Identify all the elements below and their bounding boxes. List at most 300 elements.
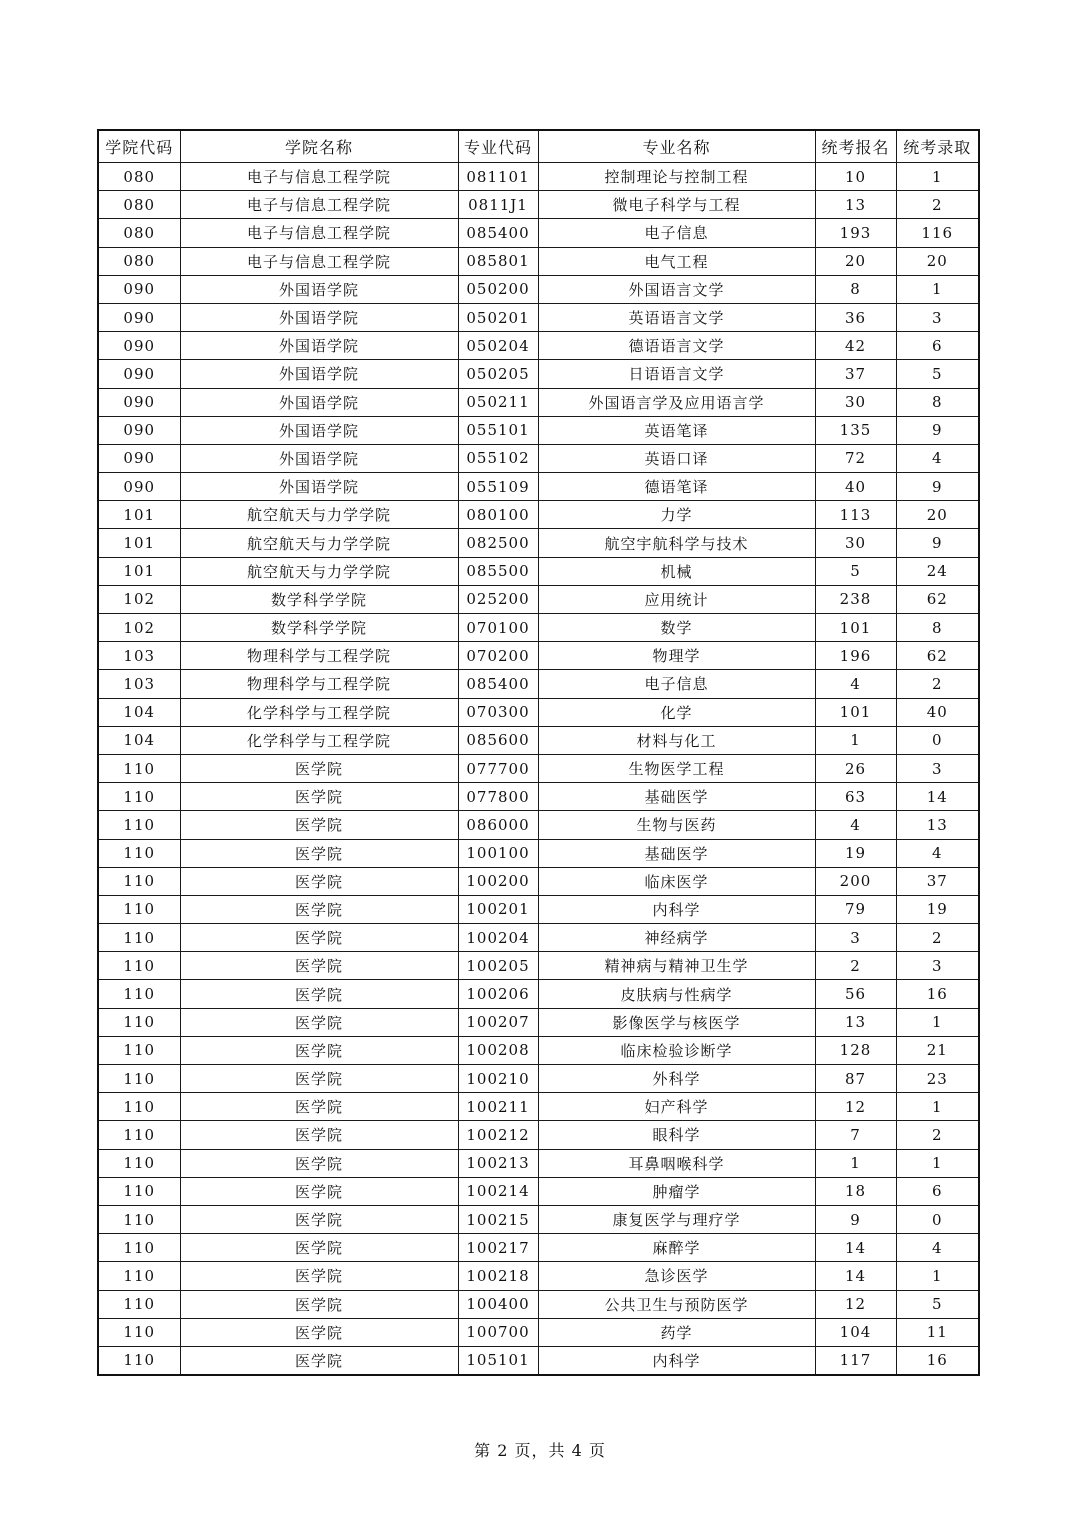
major-code-cell: 100208 <box>458 1036 538 1064</box>
major-name-cell: 内科学 <box>538 895 815 923</box>
major-name-cell: 眼科学 <box>538 1121 815 1149</box>
applicants-cell: 14 <box>815 1234 896 1262</box>
college-name-cell: 外国语学院 <box>180 275 458 303</box>
college-name-cell: 医学院 <box>180 1290 458 1318</box>
applicants-cell: 14 <box>815 1262 896 1290</box>
college-code-cell: 090 <box>98 275 180 303</box>
college-code-cell: 110 <box>98 1036 180 1064</box>
applicants-cell: 5 <box>815 557 896 585</box>
major-code-cell: 100205 <box>458 952 538 980</box>
admitted-cell: 3 <box>896 952 979 980</box>
major-code-cell: 100100 <box>458 839 538 867</box>
admitted-cell: 5 <box>896 360 979 388</box>
college-name-cell: 医学院 <box>180 811 458 839</box>
admitted-cell: 3 <box>896 754 979 782</box>
major-name-cell: 影像医学与核医学 <box>538 1008 815 1036</box>
table-row <box>98 247 979 275</box>
college-code-cell: 090 <box>98 444 180 472</box>
college-code-cell: 110 <box>98 1121 180 1149</box>
college-code-cell: 080 <box>98 163 180 191</box>
college-name-cell: 医学院 <box>180 1205 458 1233</box>
major-name-cell: 精神病与精神卫生学 <box>538 952 815 980</box>
major-name-cell: 德语笔译 <box>538 473 815 501</box>
major-name-cell: 电气工程 <box>538 247 815 275</box>
college-name-cell: 医学院 <box>180 1149 458 1177</box>
table-row <box>98 360 979 388</box>
major-code-cell: 050200 <box>458 275 538 303</box>
admitted-cell: 23 <box>896 1065 979 1093</box>
college-name-cell: 外国语学院 <box>180 444 458 472</box>
header-major-name: 专业名称 <box>538 130 815 163</box>
college-name-cell: 医学院 <box>180 924 458 952</box>
college-name-cell: 外国语学院 <box>180 416 458 444</box>
major-name-cell: 基础医学 <box>538 783 815 811</box>
admitted-cell: 24 <box>896 557 979 585</box>
college-code-cell: 110 <box>98 980 180 1008</box>
header-major-code: 专业代码 <box>458 130 538 163</box>
table-row <box>98 275 979 303</box>
major-name-cell: 物理学 <box>538 642 815 670</box>
applicants-cell: 72 <box>815 444 896 472</box>
table-row <box>98 557 979 585</box>
college-name-cell: 医学院 <box>180 1093 458 1121</box>
table-row <box>98 529 979 557</box>
major-name-cell: 外科学 <box>538 1065 815 1093</box>
applicants-cell: 4 <box>815 670 896 698</box>
college-code-cell: 110 <box>98 754 180 782</box>
major-name-cell: 公共卫生与预防医学 <box>538 1290 815 1318</box>
major-code-cell: 070100 <box>458 614 538 642</box>
admitted-cell: 37 <box>896 867 979 895</box>
table-row <box>98 416 979 444</box>
major-code-cell: 100213 <box>458 1149 538 1177</box>
page-number: 第 2 页，共 4 页 <box>474 1441 606 1460</box>
applicants-cell: 12 <box>815 1290 896 1318</box>
major-name-cell: 临床检验诊断学 <box>538 1036 815 1064</box>
admitted-cell: 1 <box>896 1008 979 1036</box>
college-code-cell: 110 <box>98 1205 180 1233</box>
admitted-cell: 3 <box>896 303 979 331</box>
college-name-cell: 外国语学院 <box>180 303 458 331</box>
college-code-cell: 110 <box>98 1149 180 1177</box>
major-code-cell: 070200 <box>458 642 538 670</box>
admitted-cell: 2 <box>896 1121 979 1149</box>
major-code-cell: 085400 <box>458 219 538 247</box>
table-body <box>98 163 979 1376</box>
applicants-cell: 13 <box>815 191 896 219</box>
college-code-cell: 090 <box>98 416 180 444</box>
applicants-cell: 18 <box>815 1177 896 1205</box>
college-code-cell: 110 <box>98 1177 180 1205</box>
college-name-cell: 化学科学与工程学院 <box>180 698 458 726</box>
admitted-cell: 4 <box>896 839 979 867</box>
applicants-cell: 117 <box>815 1346 896 1375</box>
college-code-cell: 101 <box>98 529 180 557</box>
header-row <box>98 130 979 163</box>
major-code-cell: 055101 <box>458 416 538 444</box>
table-row <box>98 1008 979 1036</box>
table-row <box>98 1290 979 1318</box>
admitted-cell: 19 <box>896 895 979 923</box>
admitted-cell: 116 <box>896 219 979 247</box>
major-code-cell: 100200 <box>458 867 538 895</box>
applicants-cell: 87 <box>815 1065 896 1093</box>
major-code-cell: 050211 <box>458 388 538 416</box>
admitted-cell: 1 <box>896 275 979 303</box>
major-code-cell: 100218 <box>458 1262 538 1290</box>
college-name-cell: 医学院 <box>180 1177 458 1205</box>
college-code-cell: 110 <box>98 1008 180 1036</box>
major-name-cell: 基础医学 <box>538 839 815 867</box>
table-row <box>98 219 979 247</box>
college-name-cell: 医学院 <box>180 1262 458 1290</box>
college-code-cell: 110 <box>98 1234 180 1262</box>
college-code-cell: 104 <box>98 726 180 754</box>
college-code-cell: 110 <box>98 811 180 839</box>
table-row <box>98 642 979 670</box>
table-row <box>98 754 979 782</box>
applicants-cell: 56 <box>815 980 896 1008</box>
major-name-cell: 肿瘤学 <box>538 1177 815 1205</box>
applicants-cell: 238 <box>815 585 896 613</box>
major-code-cell: 100400 <box>458 1290 538 1318</box>
college-name-cell: 医学院 <box>180 783 458 811</box>
table-row <box>98 191 979 219</box>
major-code-cell: 100211 <box>458 1093 538 1121</box>
header-college-name: 学院名称 <box>180 130 458 163</box>
college-name-cell: 电子与信息工程学院 <box>180 219 458 247</box>
admitted-cell: 0 <box>896 1205 979 1233</box>
major-name-cell: 德语语言文学 <box>538 332 815 360</box>
applicants-cell: 135 <box>815 416 896 444</box>
applicants-cell: 20 <box>815 247 896 275</box>
table-row <box>98 1093 979 1121</box>
major-code-cell: 085801 <box>458 247 538 275</box>
admissions-table-container <box>97 129 978 1376</box>
college-code-cell: 110 <box>98 783 180 811</box>
admitted-cell: 4 <box>896 444 979 472</box>
applicants-cell: 26 <box>815 754 896 782</box>
college-code-cell: 110 <box>98 895 180 923</box>
major-name-cell: 康复医学与理疗学 <box>538 1205 815 1233</box>
college-code-cell: 110 <box>98 1346 180 1375</box>
college-code-cell: 110 <box>98 839 180 867</box>
major-name-cell: 麻醉学 <box>538 1234 815 1262</box>
applicants-cell: 101 <box>815 614 896 642</box>
college-code-cell: 102 <box>98 614 180 642</box>
applicants-cell: 196 <box>815 642 896 670</box>
college-code-cell: 090 <box>98 388 180 416</box>
admitted-cell: 16 <box>896 1346 979 1375</box>
major-code-cell: 085400 <box>458 670 538 698</box>
applicants-cell: 79 <box>815 895 896 923</box>
table-row <box>98 811 979 839</box>
college-name-cell: 医学院 <box>180 952 458 980</box>
college-name-cell: 医学院 <box>180 980 458 1008</box>
header-exam-admitted: 统考录取 <box>896 130 979 163</box>
admitted-cell: 6 <box>896 332 979 360</box>
admitted-cell: 1 <box>896 1093 979 1121</box>
major-name-cell: 神经病学 <box>538 924 815 952</box>
major-code-cell: 055109 <box>458 473 538 501</box>
college-name-cell: 航空航天与力学学院 <box>180 501 458 529</box>
major-code-cell: 100214 <box>458 1177 538 1205</box>
major-name-cell: 英语口译 <box>538 444 815 472</box>
major-code-cell: 070300 <box>458 698 538 726</box>
admissions-table <box>97 129 980 1376</box>
major-code-cell: 100201 <box>458 895 538 923</box>
major-code-cell: 100700 <box>458 1318 538 1346</box>
applicants-cell: 63 <box>815 783 896 811</box>
major-name-cell: 日语语言文学 <box>538 360 815 388</box>
admitted-cell: 13 <box>896 811 979 839</box>
college-name-cell: 航空航天与力学学院 <box>180 529 458 557</box>
college-code-cell: 104 <box>98 698 180 726</box>
major-code-cell: 100204 <box>458 924 538 952</box>
college-code-cell: 110 <box>98 1093 180 1121</box>
major-code-cell: 100217 <box>458 1234 538 1262</box>
major-code-cell: 080100 <box>458 501 538 529</box>
college-code-cell: 110 <box>98 924 180 952</box>
admitted-cell: 2 <box>896 924 979 952</box>
admitted-cell: 62 <box>896 642 979 670</box>
major-name-cell: 耳鼻咽喉科学 <box>538 1149 815 1177</box>
college-name-cell: 医学院 <box>180 754 458 782</box>
table-row <box>98 501 979 529</box>
admitted-cell: 62 <box>896 585 979 613</box>
major-code-cell: 0811J1 <box>458 191 538 219</box>
table-row <box>98 163 979 191</box>
table-row <box>98 614 979 642</box>
college-code-cell: 110 <box>98 867 180 895</box>
admitted-cell: 9 <box>896 529 979 557</box>
college-code-cell: 102 <box>98 585 180 613</box>
college-code-cell: 101 <box>98 557 180 585</box>
table-row <box>98 952 979 980</box>
table-row <box>98 726 979 754</box>
major-code-cell: 100210 <box>458 1065 538 1093</box>
header-exam-applicants: 统考报名 <box>815 130 896 163</box>
admitted-cell: 11 <box>896 1318 979 1346</box>
major-code-cell: 050201 <box>458 303 538 331</box>
major-name-cell: 应用统计 <box>538 585 815 613</box>
admitted-cell: 8 <box>896 388 979 416</box>
table-header <box>98 130 979 163</box>
college-code-cell: 110 <box>98 952 180 980</box>
major-name-cell: 电子信息 <box>538 670 815 698</box>
college-code-cell: 110 <box>98 1290 180 1318</box>
applicants-cell: 193 <box>815 219 896 247</box>
table-row <box>98 1234 979 1262</box>
college-name-cell: 医学院 <box>180 1121 458 1149</box>
applicants-cell: 36 <box>815 303 896 331</box>
major-name-cell: 临床医学 <box>538 867 815 895</box>
major-code-cell: 085500 <box>458 557 538 585</box>
applicants-cell: 9 <box>815 1205 896 1233</box>
admitted-cell: 20 <box>896 501 979 529</box>
college-name-cell: 医学院 <box>180 1234 458 1262</box>
applicants-cell: 40 <box>815 473 896 501</box>
applicants-cell: 10 <box>815 163 896 191</box>
admitted-cell: 40 <box>896 698 979 726</box>
admitted-cell: 14 <box>896 783 979 811</box>
admitted-cell: 1 <box>896 163 979 191</box>
major-name-cell: 药学 <box>538 1318 815 1346</box>
major-name-cell: 化学 <box>538 698 815 726</box>
major-name-cell: 内科学 <box>538 1346 815 1375</box>
table-row <box>98 1318 979 1346</box>
college-code-cell: 110 <box>98 1262 180 1290</box>
college-code-cell: 090 <box>98 303 180 331</box>
major-code-cell: 100206 <box>458 980 538 1008</box>
major-name-cell: 外国语言文学 <box>538 275 815 303</box>
major-code-cell: 100207 <box>458 1008 538 1036</box>
major-name-cell: 外国语言学及应用语言学 <box>538 388 815 416</box>
major-name-cell: 控制理论与控制工程 <box>538 163 815 191</box>
table-row <box>98 980 979 1008</box>
college-name-cell: 外国语学院 <box>180 473 458 501</box>
applicants-cell: 1 <box>815 1149 896 1177</box>
major-code-cell: 081101 <box>458 163 538 191</box>
applicants-cell: 37 <box>815 360 896 388</box>
major-code-cell: 077800 <box>458 783 538 811</box>
table-row <box>98 388 979 416</box>
major-code-cell: 050204 <box>458 332 538 360</box>
table-row <box>98 1262 979 1290</box>
college-name-cell: 医学院 <box>180 895 458 923</box>
admitted-cell: 4 <box>896 1234 979 1262</box>
major-code-cell: 050205 <box>458 360 538 388</box>
table-row <box>98 332 979 360</box>
table-row <box>98 670 979 698</box>
college-name-cell: 外国语学院 <box>180 388 458 416</box>
major-code-cell: 086000 <box>458 811 538 839</box>
applicants-cell: 30 <box>815 388 896 416</box>
major-name-cell: 材料与化工 <box>538 726 815 754</box>
applicants-cell: 30 <box>815 529 896 557</box>
table-row <box>98 1036 979 1064</box>
table-row <box>98 1121 979 1149</box>
college-name-cell: 外国语学院 <box>180 332 458 360</box>
admitted-cell: 5 <box>896 1290 979 1318</box>
college-code-cell: 110 <box>98 1318 180 1346</box>
college-name-cell: 物理科学与工程学院 <box>180 670 458 698</box>
major-code-cell: 055102 <box>458 444 538 472</box>
admitted-cell: 0 <box>896 726 979 754</box>
applicants-cell: 104 <box>815 1318 896 1346</box>
applicants-cell: 2 <box>815 952 896 980</box>
college-code-cell: 103 <box>98 642 180 670</box>
college-name-cell: 数学科学学院 <box>180 614 458 642</box>
applicants-cell: 101 <box>815 698 896 726</box>
major-name-cell: 英语笔译 <box>538 416 815 444</box>
admitted-cell: 6 <box>896 1177 979 1205</box>
college-code-cell: 090 <box>98 360 180 388</box>
major-code-cell: 077700 <box>458 754 538 782</box>
table-row <box>98 698 979 726</box>
table-row <box>98 1205 979 1233</box>
college-code-cell: 080 <box>98 191 180 219</box>
applicants-cell: 4 <box>815 811 896 839</box>
table-row <box>98 783 979 811</box>
admitted-cell: 1 <box>896 1149 979 1177</box>
major-name-cell: 皮肤病与性病学 <box>538 980 815 1008</box>
college-name-cell: 医学院 <box>180 1008 458 1036</box>
college-code-cell: 080 <box>98 247 180 275</box>
admitted-cell: 21 <box>896 1036 979 1064</box>
major-name-cell: 电子信息 <box>538 219 815 247</box>
major-name-cell: 妇产科学 <box>538 1093 815 1121</box>
college-name-cell: 外国语学院 <box>180 360 458 388</box>
applicants-cell: 42 <box>815 332 896 360</box>
college-name-cell: 航空航天与力学学院 <box>180 557 458 585</box>
major-code-cell: 100215 <box>458 1205 538 1233</box>
admitted-cell: 9 <box>896 416 979 444</box>
major-code-cell: 105101 <box>458 1346 538 1375</box>
applicants-cell: 1 <box>815 726 896 754</box>
applicants-cell: 12 <box>815 1093 896 1121</box>
college-code-cell: 080 <box>98 219 180 247</box>
major-name-cell: 急诊医学 <box>538 1262 815 1290</box>
college-name-cell: 医学院 <box>180 839 458 867</box>
major-code-cell: 082500 <box>458 529 538 557</box>
table-row <box>98 895 979 923</box>
college-name-cell: 电子与信息工程学院 <box>180 191 458 219</box>
major-name-cell: 生物与医药 <box>538 811 815 839</box>
college-name-cell: 医学院 <box>180 1318 458 1346</box>
header-college-code: 学院代码 <box>98 130 180 163</box>
major-name-cell: 数学 <box>538 614 815 642</box>
college-name-cell: 化学科学与工程学院 <box>180 726 458 754</box>
table-row <box>98 303 979 331</box>
major-code-cell: 085600 <box>458 726 538 754</box>
major-name-cell: 生物医学工程 <box>538 754 815 782</box>
table-row <box>98 1149 979 1177</box>
college-name-cell: 电子与信息工程学院 <box>180 163 458 191</box>
applicants-cell: 13 <box>815 1008 896 1036</box>
table-row <box>98 1065 979 1093</box>
college-name-cell: 数学科学学院 <box>180 585 458 613</box>
college-name-cell: 医学院 <box>180 1036 458 1064</box>
table-row <box>98 1177 979 1205</box>
major-code-cell: 100212 <box>458 1121 538 1149</box>
table-row <box>98 1346 979 1375</box>
table-row <box>98 924 979 952</box>
table-row <box>98 839 979 867</box>
applicants-cell: 113 <box>815 501 896 529</box>
college-code-cell: 090 <box>98 473 180 501</box>
applicants-cell: 8 <box>815 275 896 303</box>
admitted-cell: 8 <box>896 614 979 642</box>
admitted-cell: 9 <box>896 473 979 501</box>
college-name-cell: 医学院 <box>180 867 458 895</box>
applicants-cell: 7 <box>815 1121 896 1149</box>
college-name-cell: 电子与信息工程学院 <box>180 247 458 275</box>
college-code-cell: 101 <box>98 501 180 529</box>
major-name-cell: 微电子科学与工程 <box>538 191 815 219</box>
college-name-cell: 物理科学与工程学院 <box>180 642 458 670</box>
college-name-cell: 医学院 <box>180 1346 458 1375</box>
college-code-cell: 103 <box>98 670 180 698</box>
applicants-cell: 3 <box>815 924 896 952</box>
admitted-cell: 2 <box>896 670 979 698</box>
major-name-cell: 力学 <box>538 501 815 529</box>
college-code-cell: 110 <box>98 1065 180 1093</box>
table-row <box>98 867 979 895</box>
major-name-cell: 航空宇航科学与技术 <box>538 529 815 557</box>
applicants-cell: 128 <box>815 1036 896 1064</box>
table-row <box>98 444 979 472</box>
